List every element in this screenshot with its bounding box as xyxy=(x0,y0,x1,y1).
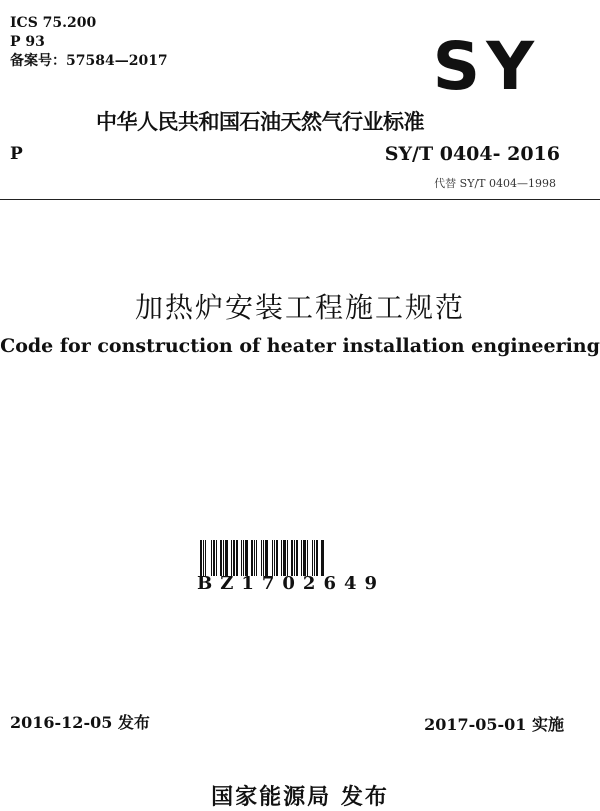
title-english: Code for construction of heater installation engineering xyxy=(0,335,600,357)
barcode xyxy=(200,540,364,576)
replaces-note: 代替 SY/T 0404—1998 xyxy=(434,177,556,190)
category-letter: P xyxy=(10,144,23,164)
publisher-fragment: 国家能源局 发布 xyxy=(211,784,389,810)
effective-date: 2017-05-01 实施 xyxy=(424,715,564,734)
standard-number: SY/T 0404- 2016 xyxy=(384,143,560,165)
header-divider xyxy=(0,199,600,200)
organization-title: 中华人民共和国石油天然气行业标准 xyxy=(96,110,424,134)
record-number: 备案号：57584—2017 xyxy=(10,53,168,69)
class-code: P 93 xyxy=(10,34,45,50)
ics-code: ICS 75.200 xyxy=(10,15,97,31)
title-chinese: 加热炉安装工程施工规范 xyxy=(134,291,465,324)
sy-logo: SY xyxy=(432,28,540,105)
barcode-text: BZ1702649 xyxy=(197,573,386,594)
publish-date: 2016-12-05 发布 xyxy=(10,713,150,732)
classification-block xyxy=(10,14,168,71)
